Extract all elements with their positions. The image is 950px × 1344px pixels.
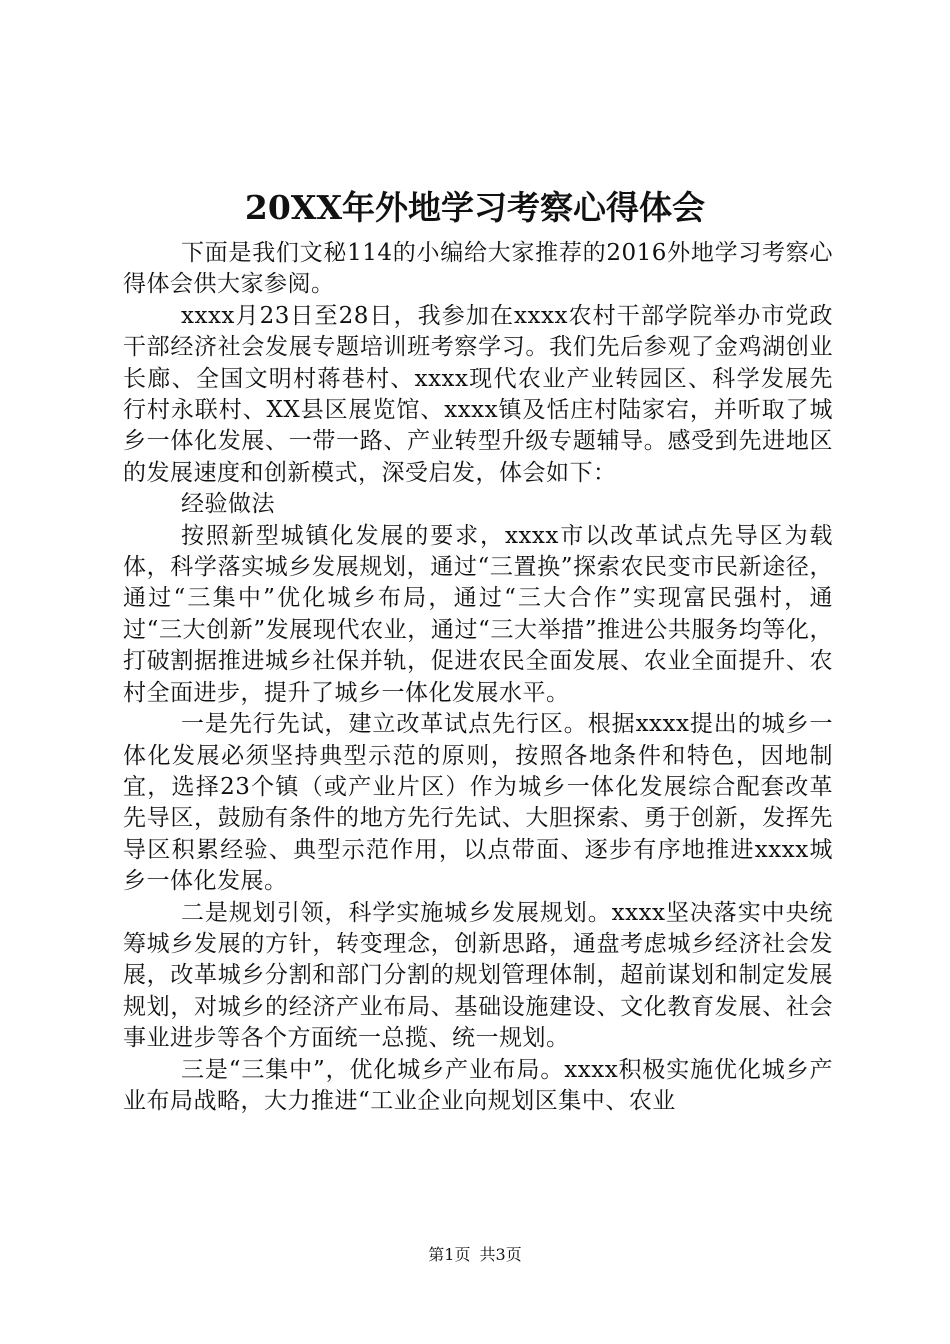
document-title: 20XX年外地学习考察心得体会	[244, 188, 706, 227]
page-number: 第1页	[428, 1245, 471, 1264]
paragraph-point-three: 三是“三集中”，优化城乡产业布局。xxxx积极实施优化城乡产业布局战略，大力推进“工业企业向规划区集中、农业	[123, 1056, 833, 1114]
paragraph-intro: 下面是我们文秘114的小编给大家推荐的2016外地学习考察心得体会供大家参阅。	[123, 240, 833, 298]
paragraph-point-two: 二是规划引领，科学实施城乡发展规划。xxxx坚决落实中央统筹城乡发展的方针，转变理念，创新思路，通盘考虑城乡经济社会发展，改革城乡分割和部门分割的规划管理体制，超前谋划和制定发展规划，对城乡的经济产业布局、基础设施建设、文化教育发展、社会事业进步等各个方面统一总揽、统一规划。	[123, 899, 833, 1052]
page-total: 共3页	[479, 1245, 522, 1264]
document-body	[123, 238, 833, 1117]
paragraph-visit: xxxx月23日至28日，我参加在xxxx农村干部学院举办市党政干部经济社会发展专题培训班考察学习。我们先后参观了金鸡湖创业长廊、全国文明村蒋巷村、xxxx现代农业产业转园区、科学发展先行村永联村、XX县区展览馆、xxxx镇及恬庄村陆家宕，并听取了城乡一体化发展、一带一路、产业转型升级专题辅导。感受到先进地区的发展速度和创新模式，深受启发，体会如下：	[123, 302, 833, 486]
paragraph-point-one: 一是先行先试，建立改革试点先行区。根据xxxx提出的城乡一体化发展必须坚持典型示范的原则，按照各地条件和特色，因地制宜，选择23个镇（或产业片区）作为城乡一体化发展综合配套改革先导区，鼓励有条件的地方先行先试、大胆探索、勇于创新，发挥先导区积累经验、典型示范作用，以点带面、逐步有序地推进xxxx城乡一体化发展。	[123, 711, 833, 895]
section-heading: 经验做法	[181, 491, 275, 518]
page-footer	[0, 1244, 950, 1266]
paragraph-overview: 按照新型城镇化发展的要求，xxxx市以改革试点先导区为载体，科学落实城乡发展规划，通过“三置换”探索农民变市民新途径，通过“三集中”优化城乡布局，通过“三大合作”实现富民强村，通过“三大创新”发展现代农业，通过“三大举措”推进公共服务均等化，打破割据推进城乡社保并轨，促进农民全面发展、农业全面提升、农村全面进步，提升了城乡一体化发展水平。	[123, 522, 833, 706]
